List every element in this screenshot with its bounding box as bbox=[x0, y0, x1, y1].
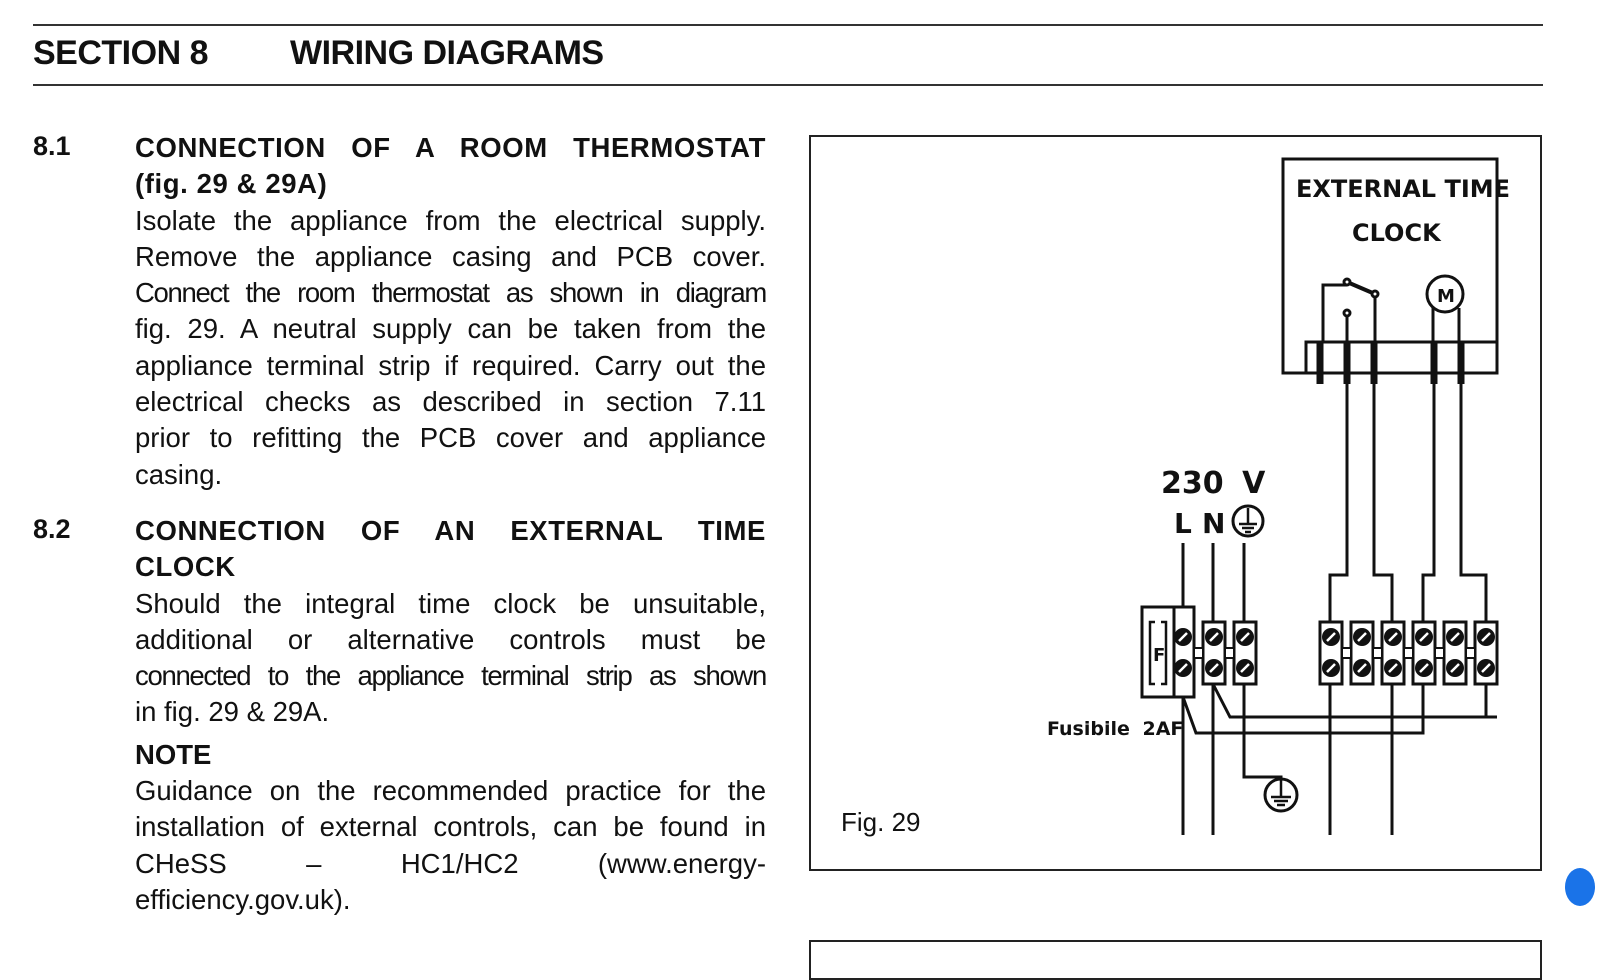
switch-blade bbox=[1347, 282, 1375, 294]
clock-terminal-strip bbox=[1306, 342, 1497, 373]
body-line: prior to refitting the PCB cover and appliance bbox=[135, 422, 766, 454]
wiring-diagram bbox=[809, 135, 1542, 871]
external-clock-label: EXTERNAL TIME bbox=[1296, 175, 1511, 203]
neutral-label: N bbox=[1202, 507, 1226, 540]
body-line: Should the integral time clock be unsuitable, bbox=[135, 587, 766, 619]
body-line: appliance terminal strip if required. Carry out the bbox=[135, 349, 766, 381]
voltage-label: 230 V bbox=[1161, 466, 1266, 501]
heading-line: CONNECTION OF AN EXTERNAL TIME bbox=[135, 515, 766, 546]
heading-line: (fig. 29 & 29A) bbox=[135, 168, 328, 200]
note-line: installation of external controls, can be found in bbox=[135, 811, 766, 843]
subsection-number-8-2: 8.2 bbox=[33, 514, 71, 544]
fuse-label: Fusibile 2AF bbox=[1047, 718, 1184, 740]
switch-contact bbox=[1372, 291, 1378, 297]
figure-caption: Fig. 29 bbox=[841, 807, 921, 837]
subsection-body bbox=[135, 203, 766, 493]
switch-contact bbox=[1344, 279, 1350, 285]
body-line: casing. bbox=[135, 458, 223, 490]
header-rule-top bbox=[33, 24, 1543, 26]
body-line: connected to the appliance terminal strip as shown bbox=[135, 660, 766, 692]
switch-contact bbox=[1344, 310, 1350, 316]
header-rule-bottom bbox=[33, 84, 1543, 86]
body-line: Isolate the appliance from the electrical supply. bbox=[135, 204, 766, 236]
subsection-8-2 bbox=[135, 513, 766, 918]
body-line: Connect the room thermostat as shown in diagram bbox=[135, 277, 766, 309]
note-line: efficiency.gov.uk). bbox=[135, 883, 351, 915]
body-line: electrical checks as described in section 7.11 bbox=[135, 386, 766, 418]
subsection-heading bbox=[135, 130, 766, 203]
heading-line: CONNECTION OF A ROOM THERMOSTAT bbox=[135, 132, 766, 163]
subsection-number-8-1: 8.1 bbox=[33, 131, 71, 161]
section-title: WIRING DIAGRAMS bbox=[290, 34, 604, 72]
note-line: CHeSS – HC1/HC2 (www.energy- bbox=[135, 847, 766, 879]
note-body bbox=[135, 773, 766, 918]
heading-line: CLOCK bbox=[135, 551, 236, 583]
subsection-body bbox=[135, 586, 766, 731]
live-label: L bbox=[1174, 507, 1192, 540]
section-number: SECTION 8 bbox=[33, 34, 208, 72]
external-clock-label: CLOCK bbox=[1352, 219, 1441, 247]
body-line: Remove the appliance casing and PCB cover. bbox=[135, 240, 766, 272]
figure-29 bbox=[809, 135, 1542, 871]
assistant-bubble-icon[interactable] bbox=[1565, 868, 1595, 906]
figure-29a-frame bbox=[809, 940, 1542, 980]
body-line: fig. 29. A neutral supply can be taken from the bbox=[135, 313, 766, 345]
body-line: in fig. 29 & 29A. bbox=[135, 696, 330, 728]
note-line: Guidance on the recommended practice for the bbox=[135, 775, 766, 807]
subsection-8-1 bbox=[135, 130, 766, 493]
body-line: additional or alternative controls must be bbox=[135, 623, 766, 655]
fuse-letter: F bbox=[1153, 645, 1166, 666]
note-label: NOTE bbox=[135, 738, 212, 770]
terminal-screws bbox=[1174, 628, 1495, 677]
motor-label: M bbox=[1437, 286, 1455, 307]
subsection-heading bbox=[135, 513, 766, 586]
